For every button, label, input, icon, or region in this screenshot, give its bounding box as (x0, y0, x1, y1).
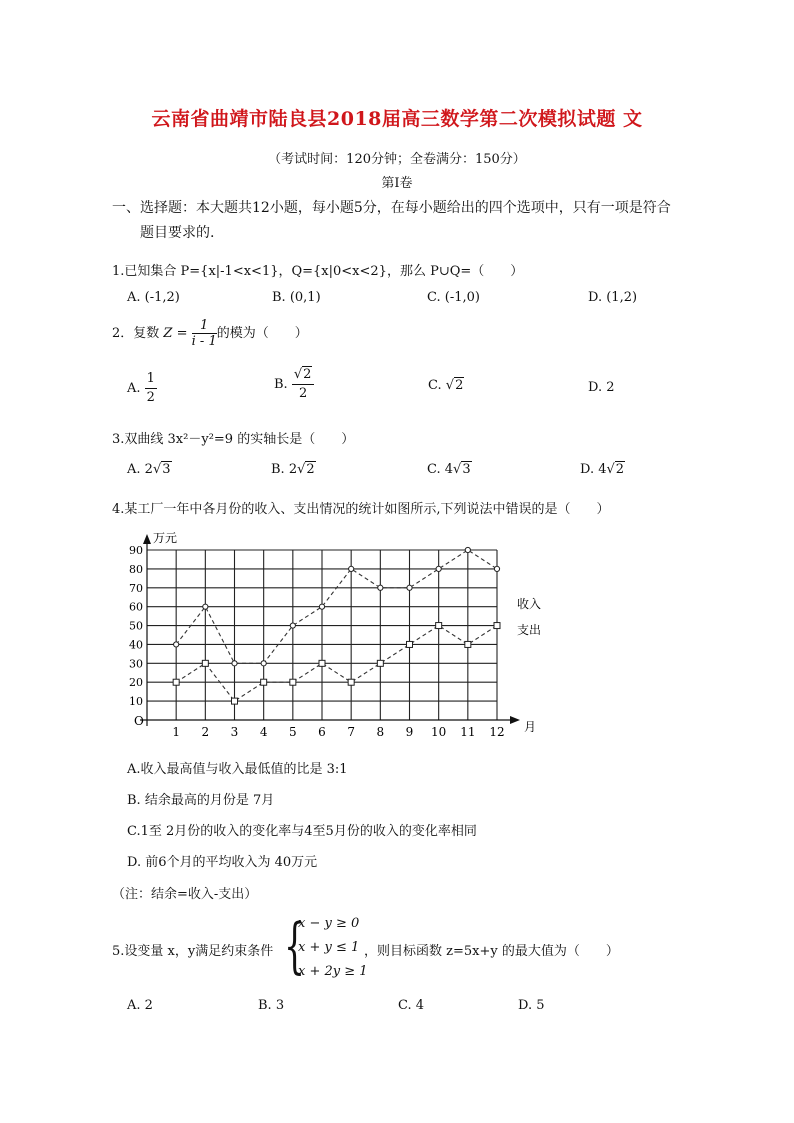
q3-a-rad: 3 (162, 462, 171, 477)
q4-note: （注：结余=收入-支出） (112, 887, 258, 902)
q5-option-c: C. 4 (398, 998, 425, 1013)
y-tick-label: 20 (129, 676, 143, 690)
income-point (290, 623, 295, 628)
section-heading-line2: 题目要求的. (140, 225, 215, 241)
q4-stem: 4.某工厂一年中各月份的收入、支出情况的统计如图所示,下列说法中错误的是（ ） (112, 502, 610, 517)
x-tick-label: 2 (201, 725, 210, 739)
x-tick-label: 11 (460, 725, 476, 739)
income-point (378, 585, 383, 590)
q5-option-d: D. 5 (518, 998, 545, 1013)
q1-stem: 1.已知集合 P={x|-1<x<1}，Q={x|0<x<2}，那么 P∪Q=（ ） (112, 264, 524, 279)
q3-c-label: C. 4 (427, 462, 454, 477)
expense-point (494, 623, 500, 629)
income-point (465, 547, 470, 552)
income-point (261, 661, 266, 666)
q3-b-label: B. 2 (271, 462, 298, 477)
q2-b-den: 2 (298, 386, 308, 401)
expense-point (290, 679, 296, 685)
q2-fraction (192, 318, 217, 349)
q1-option-a: A. (-1,2) (127, 290, 180, 305)
x-tick-label: 7 (347, 725, 355, 739)
q5-stem-prefix: 5.设变量 x，y满足约束条件 (112, 944, 274, 959)
q2-c-label: C. (428, 378, 442, 393)
legend-expense: 支出 (517, 623, 542, 637)
q3-option-d: D. 4√2 (580, 462, 625, 477)
y-tick-label: 40 (129, 638, 143, 652)
q4-option-b: B. 结余最高的月份是 7月 (127, 793, 275, 808)
q1-option-c: C. (-1,0) (427, 290, 480, 305)
q3-d-label: D. 4 (580, 462, 607, 477)
q4-option-d: D. 前6个月的平均收入为 40万元 (127, 855, 318, 870)
legend-income: 收入 (517, 597, 542, 611)
q2-option-d: D. 2 (588, 380, 615, 395)
x-tick-label: 12 (489, 725, 505, 739)
x-tick-label: 3 (230, 725, 239, 739)
q3-option-b: B. 2√2 (271, 462, 315, 477)
expense-point (465, 641, 471, 647)
q2-suffix: 的模为（ ） (216, 326, 308, 341)
y-axis-label: 万元 (153, 531, 178, 545)
income-point (349, 566, 354, 571)
q5-brace: { (284, 911, 306, 981)
y-tick-label: 80 (129, 562, 143, 576)
y-axis-arrow (143, 534, 151, 544)
income-point (494, 566, 499, 571)
expense-point (173, 679, 179, 685)
q4-option-a: A.收入最高值与收入最低值的比是 3:1 (127, 762, 348, 777)
income-point (203, 604, 208, 609)
origin-label: O (134, 714, 144, 728)
x-tick-label: 4 (259, 725, 268, 739)
expense-point (261, 679, 267, 685)
q2-option-c: C. √2 (428, 378, 464, 393)
x-axis-arrow (510, 716, 520, 724)
q5-constraint-2: x + y ≤ 1 (298, 940, 360, 955)
paper-title: 云南省曲靖市陆良县2018届高三数学第二次模拟试题 文 (151, 108, 643, 130)
q2-var: Z = (163, 326, 188, 341)
q2-b-label: B. (274, 377, 288, 392)
q1-option-d: D. (1,2) (588, 290, 638, 305)
q2-frac-num: 1 (192, 318, 217, 334)
chart-axes (140, 534, 520, 726)
section-heading-line1: 一、选择题：本大题共12小题，每小题5分，在每小题给出的四个选项中，只有一项是符合 (112, 200, 671, 216)
x-tick-label: 5 (289, 725, 297, 739)
exam-info: （考试时间：120分钟；全卷满分：150分） (268, 152, 526, 167)
q2-c-rad: 2 (455, 378, 464, 393)
q3-c-rad: 3 (462, 462, 471, 477)
q5-option-a: A. 2 (127, 998, 153, 1013)
income-point (436, 566, 441, 571)
expense-point (436, 623, 442, 629)
y-tick-label: 70 (129, 581, 143, 595)
x-axis-label: 月 (524, 720, 537, 734)
expense-point (202, 660, 208, 666)
q2-b-rad: 2 (303, 367, 312, 382)
income-point (174, 642, 179, 647)
q2-prefix: 2．复数 (112, 326, 160, 341)
y-tick-label: 90 (129, 544, 143, 557)
q2-a-num: 1 (145, 370, 157, 389)
q3-d-rad: 2 (615, 462, 625, 477)
x-tick-label: 1 (172, 725, 180, 739)
y-tick-label: 60 (129, 600, 143, 614)
q5-constraint-1: x − y ≥ 0 (298, 916, 360, 931)
expense-point (377, 660, 383, 666)
q2-stem (112, 318, 308, 349)
x-tick-label: 6 (318, 725, 326, 739)
q2-option-b (274, 366, 314, 403)
q2-b-num: √2 (292, 366, 315, 385)
q2-a-fraction (145, 370, 157, 407)
chart-grid (147, 550, 497, 720)
q5-stem-suffix: ，则目标函数 z=5x+y 的最大值为（ ） (364, 944, 619, 959)
q2-option-a (127, 370, 157, 407)
q1-option-b: B. (0,1) (272, 290, 321, 305)
y-tick-label: 50 (129, 619, 143, 633)
y-tick-labels (129, 544, 143, 708)
q5-option-b: B. 3 (258, 998, 285, 1013)
q3-option-c: C. 4√3 (427, 462, 471, 477)
y-tick-label: 30 (129, 657, 143, 671)
x-tick-label: 10 (431, 725, 447, 739)
expense-point (232, 698, 238, 704)
y-tick-label: 10 (129, 695, 143, 709)
q2-b-fraction (292, 366, 315, 403)
expense-point (348, 679, 354, 685)
q3-option-a: A. 2√3 (127, 462, 171, 477)
income-point (407, 585, 412, 590)
x-tick-labels (172, 725, 504, 739)
income-expense-chart (110, 528, 570, 743)
income-point (232, 661, 237, 666)
x-tick-label: 8 (376, 725, 385, 739)
q3-stem: 3.双曲线 3x²－y²=9 的实轴长是（ ） (112, 432, 355, 447)
x-tick-label: 9 (405, 725, 414, 739)
q5-constraint-3: x + 2y ≥ 1 (298, 964, 368, 979)
expense-point (319, 660, 325, 666)
q2-a-den: 2 (146, 390, 155, 405)
q2-frac-den: i - 1 (191, 334, 217, 349)
q3-a-label: A. 2 (127, 462, 153, 477)
q2-a-label: A. (127, 381, 141, 396)
income-point (319, 604, 324, 609)
q4-option-c: C.1至 2月份的收入的变化率与4至5月份的收入的变化率相同 (127, 824, 477, 839)
volume-label: 第Ⅰ卷 (381, 176, 413, 191)
q3-b-rad: 2 (306, 462, 315, 477)
expense-point (407, 641, 413, 647)
